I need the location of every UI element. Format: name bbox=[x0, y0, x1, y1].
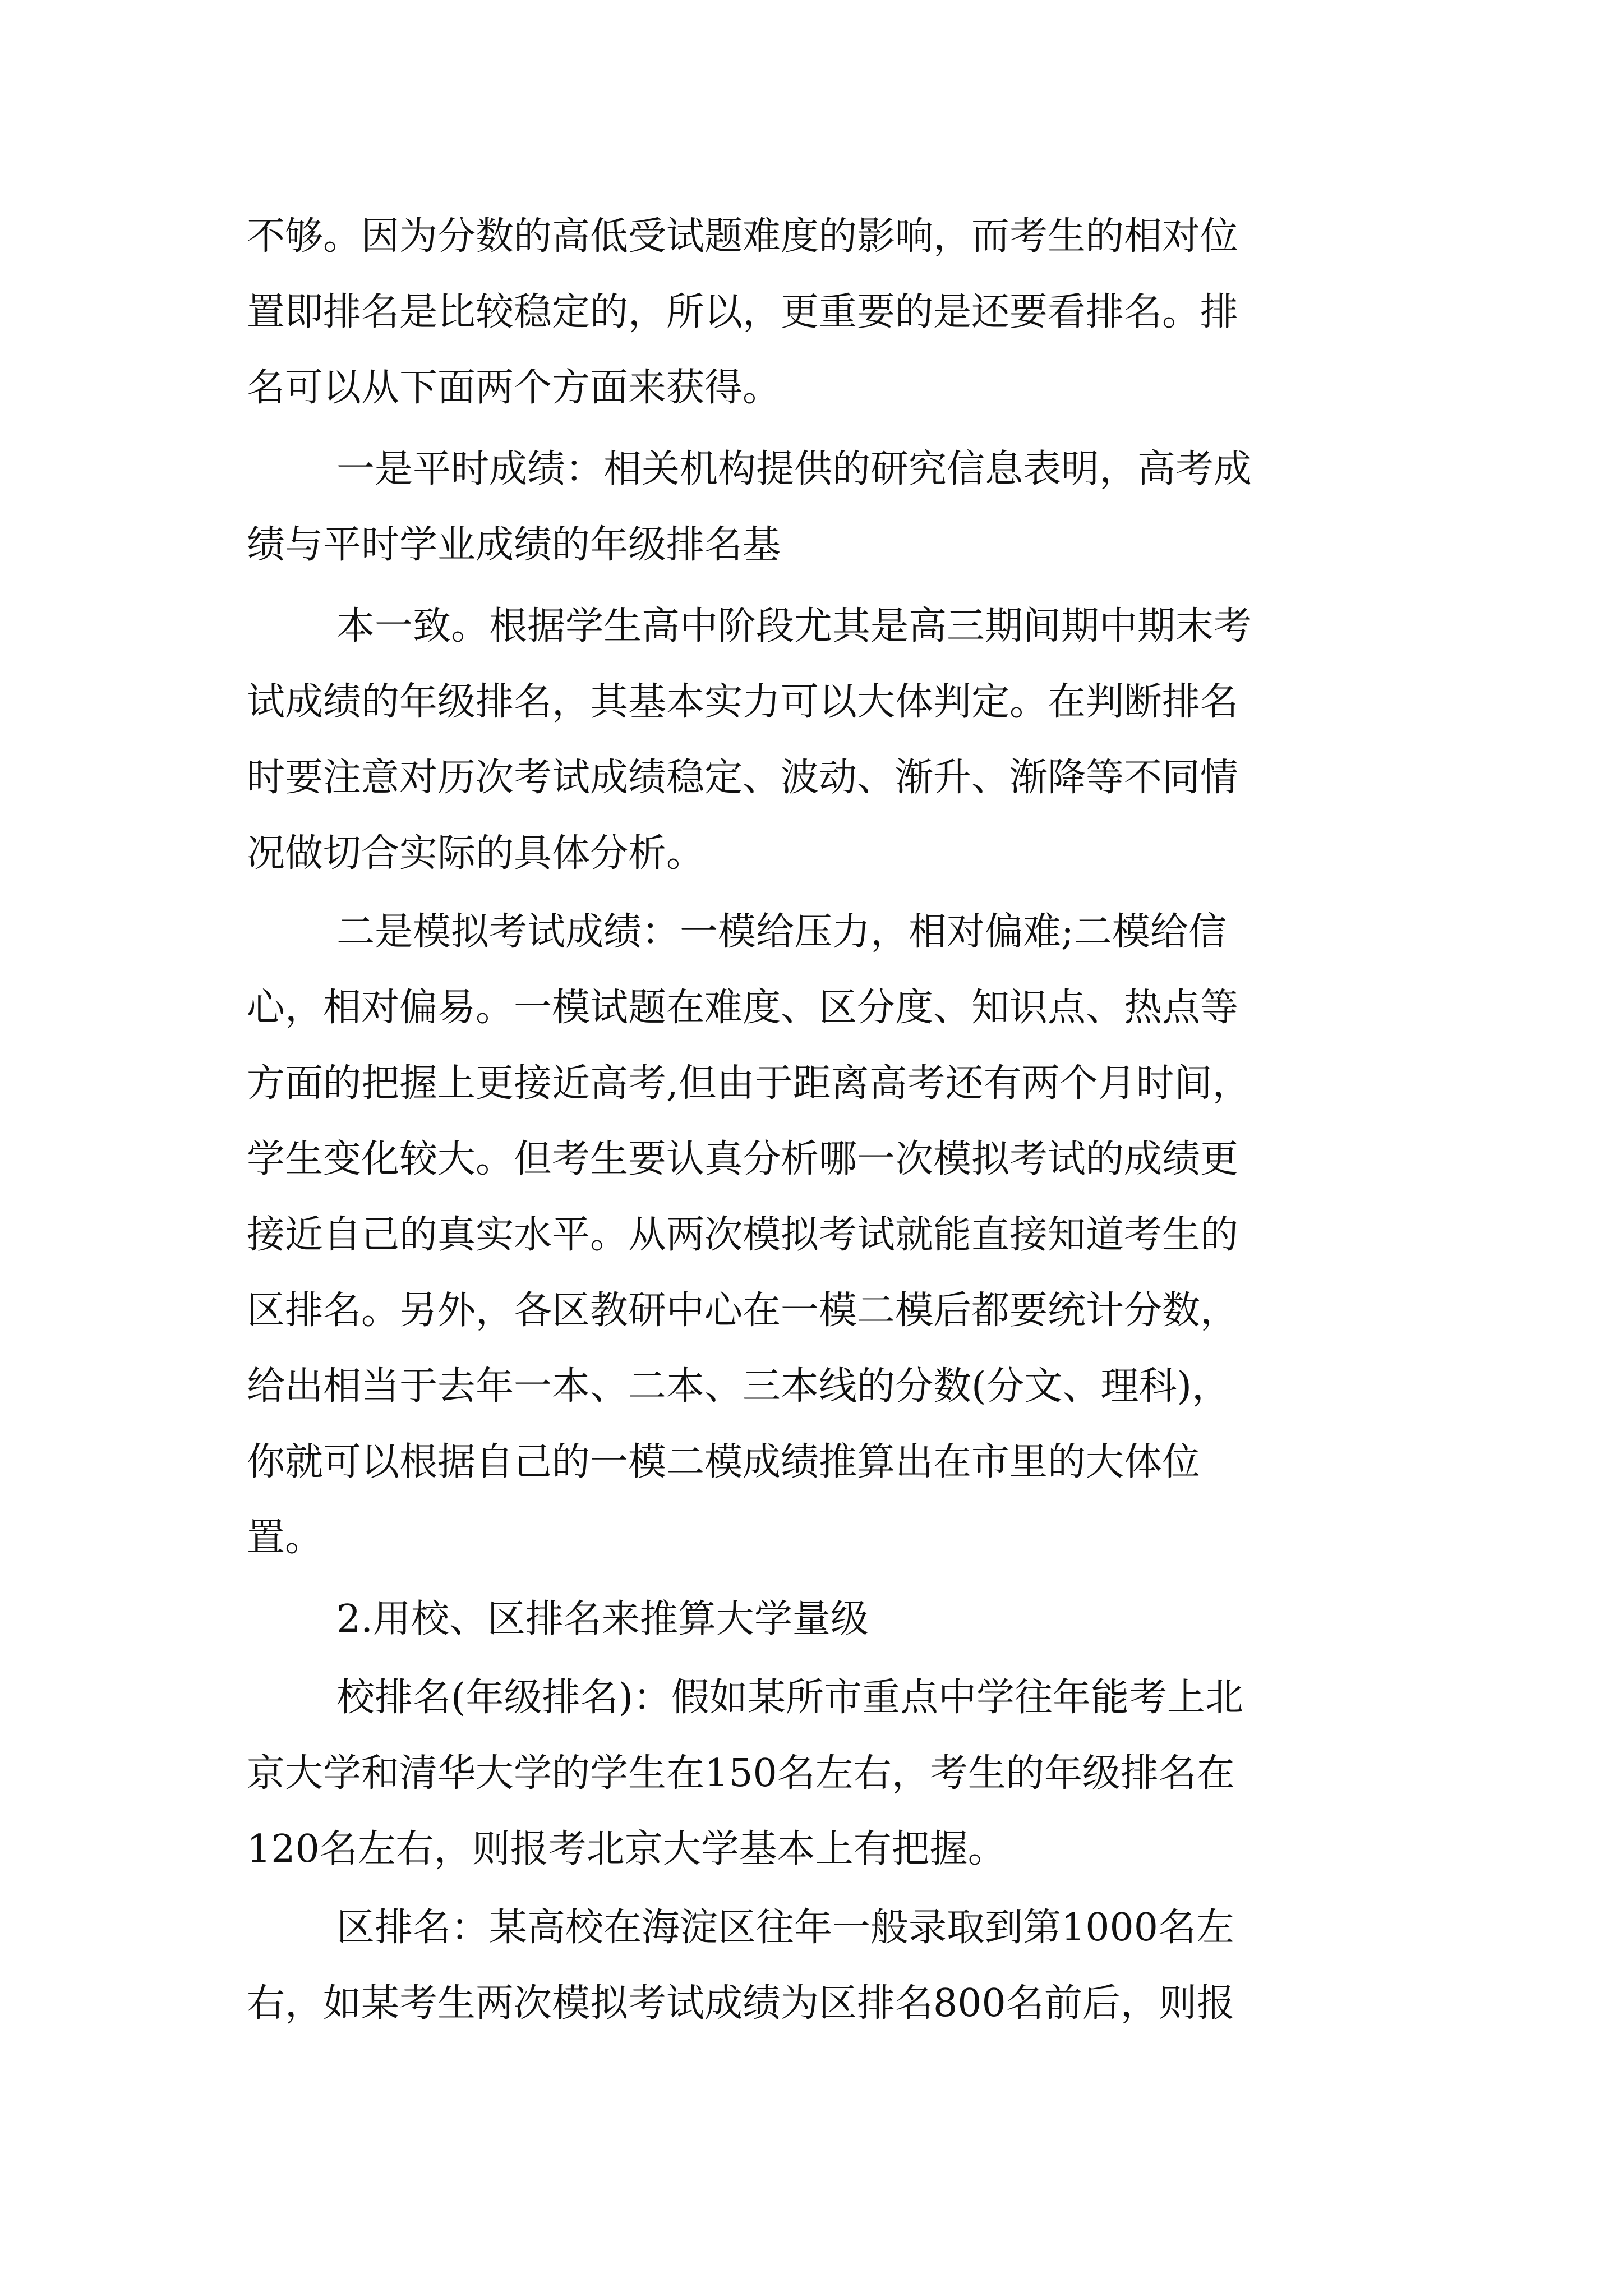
text-line: 二是模拟考试成绩：一模给压力，相对偏难;二模给信 bbox=[336, 910, 1227, 954]
text-line: 区排名。另外，各区教研中心在一模二模后都要统计分数， bbox=[247, 1289, 1239, 1333]
text-line: 京大学和清华大学的学生在150名左右，考生的年级排名在 bbox=[247, 1751, 1235, 1796]
text-line: 你就可以根据自己的一模二模成绩推算出在市里的大体位 bbox=[247, 1440, 1201, 1484]
text-line: 绩与平时学业成绩的年级排名基 bbox=[247, 523, 781, 567]
text-line: 名可以从下面两个方面来获得。 bbox=[247, 366, 781, 410]
text-line: 置。 bbox=[247, 1516, 324, 1560]
section-heading: 2.用校、区排名来推算大学量级 bbox=[336, 1597, 869, 1641]
text-line: 一是平时成绩：相关机构提供的研究信息表明，高考成 bbox=[336, 447, 1252, 491]
text-line: 时要注意对历次考试成绩稳定、波动、渐升、渐降等不同情 bbox=[247, 756, 1239, 800]
text-line: 接近自己的真实水平。从两次模拟考试就能直接知道考生的 bbox=[247, 1213, 1239, 1257]
text-line: 置即排名是比较稳定的，所以，更重要的是还要看排名。排 bbox=[247, 290, 1239, 334]
text-line: 给出相当于去年一本、二本、三本线的分数(分文、理科)， bbox=[247, 1364, 1230, 1409]
text-line: 况做切合实际的具体分析。 bbox=[247, 831, 705, 876]
text-line: 右，如某考生两次模拟考试成绩为区排名800名前后，则报 bbox=[247, 1981, 1235, 2026]
text-line: 不够。因为分数的高低受试题难度的影响，而考生的相对位 bbox=[247, 214, 1239, 259]
text-line: 区排名：某高校在海淀区往年一般录取到第1000名左 bbox=[336, 1906, 1235, 1950]
text-line: 心，相对偏易。一模试题在难度、区分度、知识点、热点等 bbox=[247, 986, 1239, 1030]
text-line: 120名左右，则报考北京大学基本上有把握。 bbox=[247, 1827, 1006, 1871]
text-line: 学生变化较大。但考生要认真分析哪一次模拟考试的成绩更 bbox=[247, 1137, 1239, 1181]
text-line: 方面的把握上更接近高考,但由于距离高考还有两个月时间， bbox=[247, 1061, 1251, 1106]
text-line: 试成绩的年级排名，其基本实力可以大体判定。在判断排名 bbox=[247, 680, 1239, 724]
text-line: 本一致。根据学生高中阶段尤其是高三期间期中期末考 bbox=[336, 604, 1252, 648]
text-line: 校排名(年级排名)：假如某所市重点中学往年能考上北 bbox=[336, 1676, 1244, 1720]
